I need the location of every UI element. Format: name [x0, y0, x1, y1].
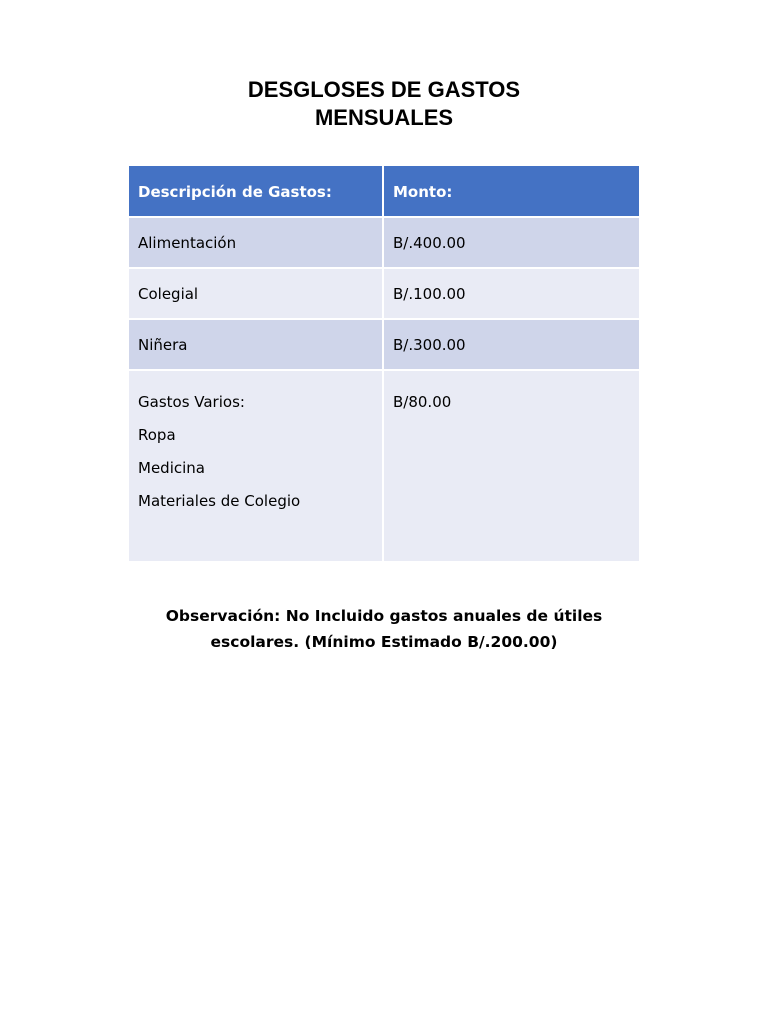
- misc-line: Gastos Varios:: [138, 393, 245, 411]
- table-row: [129, 218, 639, 269]
- header-description: Descripción de Gastos:: [129, 166, 384, 216]
- table-row: [129, 269, 639, 320]
- header-amount: Monto:: [393, 183, 453, 201]
- misc-line: Ropa: [138, 426, 176, 444]
- row-amount: B/.100.00: [393, 284, 466, 303]
- misc-line: Medicina: [138, 459, 205, 477]
- table-row-misc: [129, 371, 639, 561]
- table-row: [129, 320, 639, 371]
- misc-amount-value: B/80.00: [393, 393, 452, 411]
- misc-amount: [384, 371, 639, 561]
- note-line-2: escolares. (Mínimo Estimado B/.200.00): [210, 633, 558, 651]
- row-amount: B/.300.00: [393, 335, 466, 354]
- row-description: Alimentación: [129, 218, 384, 267]
- row-description: Colegial: [129, 269, 384, 318]
- title-line-1: DESGLOSES DE GASTOS: [247, 77, 521, 102]
- expenses-table: [129, 166, 639, 561]
- misc-description: [129, 371, 384, 561]
- row-amount: B/.400.00: [393, 233, 466, 252]
- note-line-1: Observación: No Incluido gastos anuales de útiles: [165, 607, 603, 625]
- page-title: [0, 76, 768, 132]
- title-line-2: MENSUALES: [314, 105, 454, 130]
- table-header-row: [129, 166, 639, 218]
- row-description: Niñera: [129, 320, 384, 369]
- observation-note: [0, 603, 768, 655]
- misc-line: Materiales de Colegio: [138, 492, 301, 510]
